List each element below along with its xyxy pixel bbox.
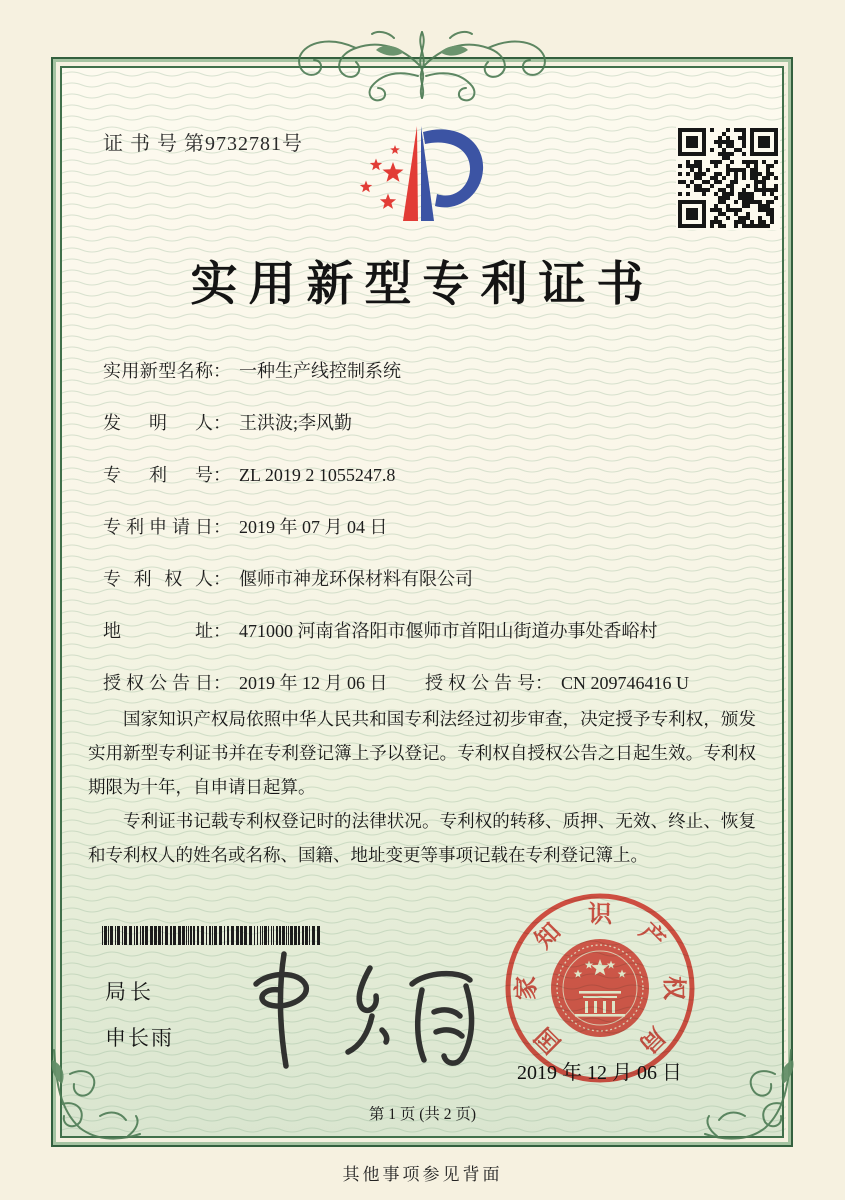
field-value: 471000 河南省洛阳市偃师市首阳山街道办事处香峪村 — [239, 621, 658, 641]
certificate-title: 实用新型专利证书 — [190, 259, 655, 311]
field-label: 专利权人 — [103, 569, 213, 589]
field-row — [103, 409, 768, 435]
back-side-note: 其他事项参见背面 — [342, 1165, 503, 1184]
field-label: 授权公告日 — [103, 673, 213, 693]
svg-text:权: 权 — [660, 976, 686, 1000]
corner-flourish-ornament-icon — [44, 1046, 144, 1146]
qr-code — [676, 126, 780, 230]
commissioner-title: 局长 — [105, 980, 155, 1004]
svg-text:家: 家 — [514, 976, 540, 1000]
field-colon: ： — [213, 413, 231, 433]
seal-date: 2019 年 12 月 06 日 — [517, 1062, 682, 1084]
field-row — [103, 461, 768, 487]
corner-flourish-ornament-icon — [701, 1046, 801, 1146]
field-label: 专利申请日 — [103, 517, 213, 537]
seal-national-emblem — [551, 939, 649, 1037]
field-colon: ： — [213, 621, 231, 641]
field-value: CN 209746416 U — [561, 673, 690, 693]
field-value: 2019 年 07 月 04 日 — [239, 517, 388, 537]
field-value: 偃师市神龙环保材料有限公司 — [239, 569, 473, 589]
field-row — [103, 617, 768, 643]
signature-shen-changyu-icon — [222, 946, 482, 1071]
barcode — [102, 926, 321, 945]
logo-red-wedge — [403, 126, 418, 221]
logo-p-bowl — [423, 129, 483, 207]
field-value: 王洪波;李风勤 — [239, 413, 353, 433]
field-value: 一种生产线控制系统 — [239, 361, 401, 381]
svg-text:局: 局 — [633, 1021, 670, 1058]
certificate-number: 证 书 号 第9732781号 — [103, 133, 303, 155]
svg-text:知: 知 — [530, 918, 567, 955]
field-colon: ： — [535, 673, 553, 693]
legal-paragraph: 专利证书记载专利权登记时的法律状况。专利权的转移、质押、无效、终止、恢复和专利权人的姓名或名称、国籍、地址变更等事项记载在专利登记簿上。 — [88, 811, 756, 865]
field-row — [103, 669, 768, 695]
field-list — [103, 357, 768, 721]
page-number: 第 1 页 (共 2 页) — [368, 1106, 477, 1123]
top-dragon-ornament-icon — [290, 12, 554, 108]
field-row — [103, 513, 768, 539]
field-row — [103, 565, 768, 591]
commissioner-name: 申长雨 — [105, 1026, 174, 1050]
field-value: 2019 年 12 月 06 日 — [239, 673, 388, 693]
field-label: 授权公告号 — [425, 673, 535, 693]
svg-text:产: 产 — [633, 918, 670, 955]
cnipa-logo-icon — [353, 110, 513, 228]
svg-text:国: 国 — [530, 1021, 567, 1058]
svg-text:识: 识 — [588, 902, 612, 928]
field-value: ZL 2019 2 1055247.8 — [239, 465, 396, 485]
field-pair-right — [425, 669, 689, 695]
field-label: 实用新型名称 — [103, 361, 213, 381]
field-label: 地址 — [103, 621, 213, 641]
logo-stars — [360, 145, 404, 209]
field-label: 发明人 — [103, 413, 213, 433]
field-row — [103, 357, 768, 383]
field-colon: ： — [213, 569, 231, 589]
legal-paragraph: 国家知识产权局依照中华人民共和国专利法经过初步审查，决定授予专利权，颁发实用新型专利证书并在专利登记簿上予以登记。专利权自授权公告之日起生效。专利权期限为十年，自申请日起算。 — [88, 709, 756, 797]
legal-text — [88, 702, 756, 872]
field-colon: ： — [213, 361, 231, 381]
field-label: 专利号 — [103, 465, 213, 485]
field-colon: ： — [213, 465, 231, 485]
field-colon: ： — [213, 673, 231, 693]
field-colon: ： — [213, 517, 231, 537]
